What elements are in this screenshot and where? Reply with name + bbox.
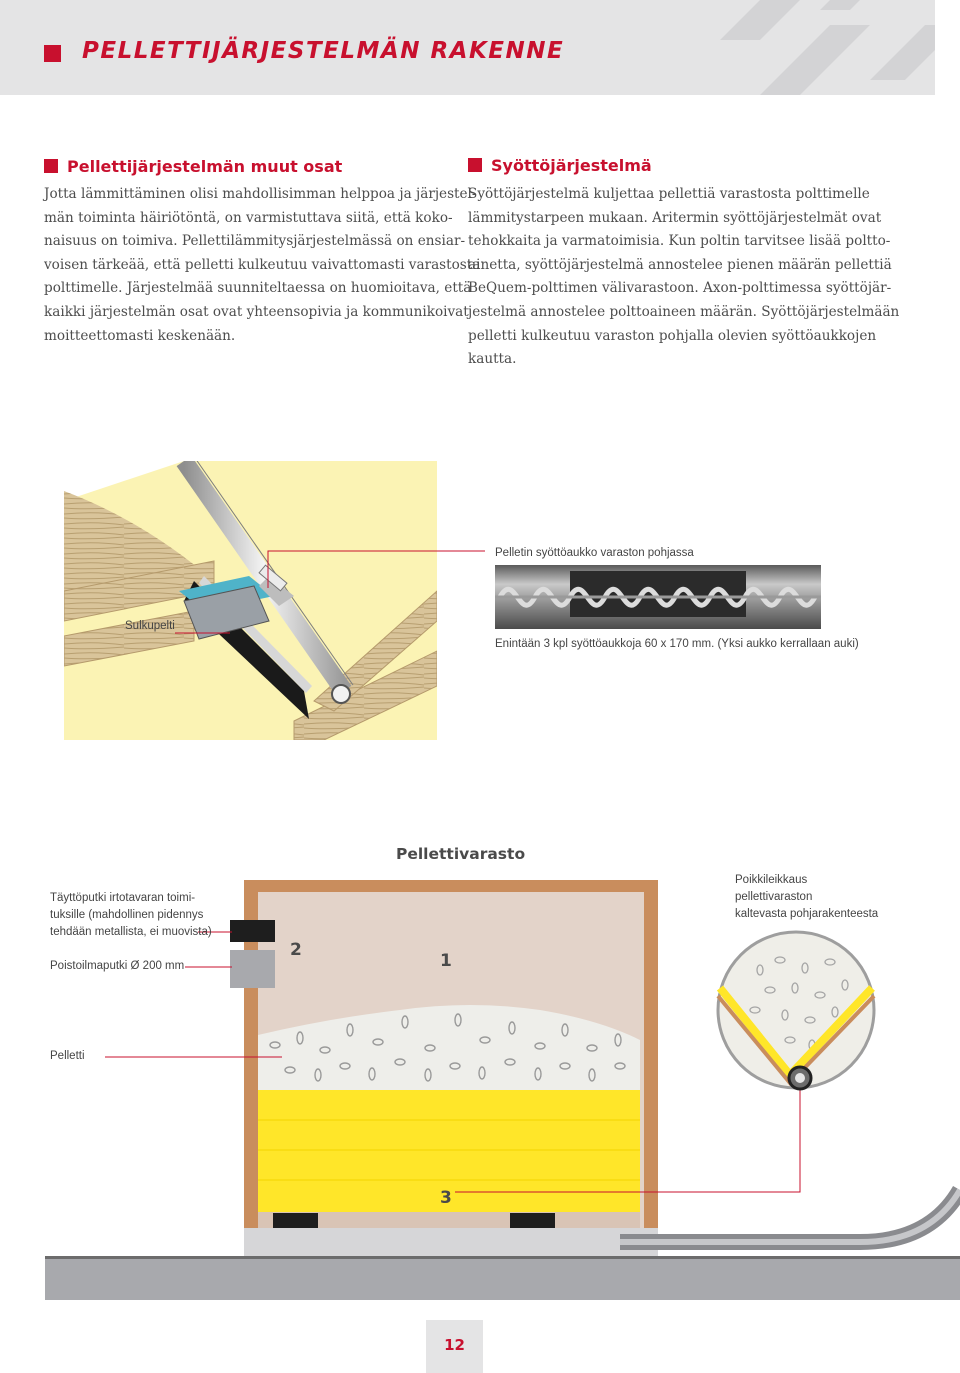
page-number: 12	[444, 1336, 465, 1354]
label-line: Täyttöputki irtotavaran toimi-	[50, 892, 196, 904]
text-line: tehokkaita ja varmatoimisia. Kun poltin tarvitsee lisää poltto-	[468, 233, 891, 250]
storage-title: Pellettivarasto	[396, 845, 526, 863]
section-left-title: Pellettijärjestelmän muut osat	[67, 157, 343, 176]
callout-number-1: 1	[440, 951, 452, 971]
text-line: BeQuem-polttimen välivarastoon. Axon-polttimessa syöttöjär-	[468, 280, 892, 297]
label-cross-section	[735, 872, 878, 923]
text-line: Syöttöjärjestelmä kuljettaa pellettiä varastosta polttimelle	[468, 186, 870, 202]
page-title: PELLETTIJÄRJESTELMÄN RAKENNE	[82, 38, 565, 64]
label-sulkupelti: Sulkupelti	[125, 620, 175, 632]
label-feed-opening: Pelletin syöttöaukko varaston pohjassa	[495, 547, 694, 559]
text-line: jestelmä annostelee polttoaineen määrän. Syöttöjärjestelmään	[468, 303, 900, 320]
text-line: voisen tärkeää, että pelletti kulkeutuu vaivattomasti varastosta	[44, 256, 481, 273]
label-line: tuksille (mahdollinen pidennys	[50, 909, 204, 921]
text-line: män toiminta häiriötöntä, on varmistuttava siitä, että koko-	[44, 209, 453, 226]
label-fill-pipe	[50, 890, 212, 941]
label-line: pellettivaraston	[735, 891, 813, 903]
text-line: naisuus on toimiva. Pellettilämmitysjärjestelmässä on ensiar-	[44, 233, 466, 250]
section-square-icon	[44, 159, 58, 173]
auger-photo	[495, 565, 821, 629]
text-line: ainetta, syöttöjärjestelmä annostelee pienen määrän pellettiä	[468, 256, 892, 273]
label-pellet: Pelletti	[50, 1050, 85, 1062]
section-right-text	[468, 183, 900, 372]
section-left-text	[44, 183, 481, 348]
label-exhaust-pipe: Poistoilmaputki Ø 200 mm	[50, 960, 185, 972]
section-square-icon	[468, 158, 482, 172]
text-line: lämmitystarpeen mukaan. Aritermin syöttöjärjestelmät ovat	[468, 209, 882, 226]
label-max-openings: Enintään 3 kpl syöttöaukkoja 60 x 170 mm. (Yksi aukko kerrallaan auki)	[495, 638, 859, 650]
text-line: pelletti kulkeutuu varaston pohjalla olevien syöttöaukkojen	[468, 327, 877, 344]
text-line: kautta.	[468, 351, 517, 368]
callout-number-2: 2	[290, 940, 302, 960]
label-line: Poikkileikkaus	[735, 874, 808, 886]
header-decoration	[700, 0, 935, 95]
label-line: kaltevasta pohjarakenteesta	[735, 908, 879, 920]
callout-number-3: 3	[440, 1188, 452, 1208]
text-line: polttimelle. Järjestelmää suunniteltaessa on huomioitava, että	[44, 280, 472, 297]
text-line: Jotta lämmittäminen olisi mahdollisimman helppoa ja järjestel-	[44, 186, 477, 202]
label-line: tehdään metallista, ei muovista)	[50, 926, 212, 938]
text-line: moitteettomasti keskenään.	[44, 327, 236, 344]
text-line: kaikki järjestelmän osat ovat yhteensopivia ja kommunikoivat	[44, 303, 469, 320]
section-right-title: Syöttöjärjestelmä	[491, 156, 652, 175]
header-square-icon	[44, 45, 61, 62]
